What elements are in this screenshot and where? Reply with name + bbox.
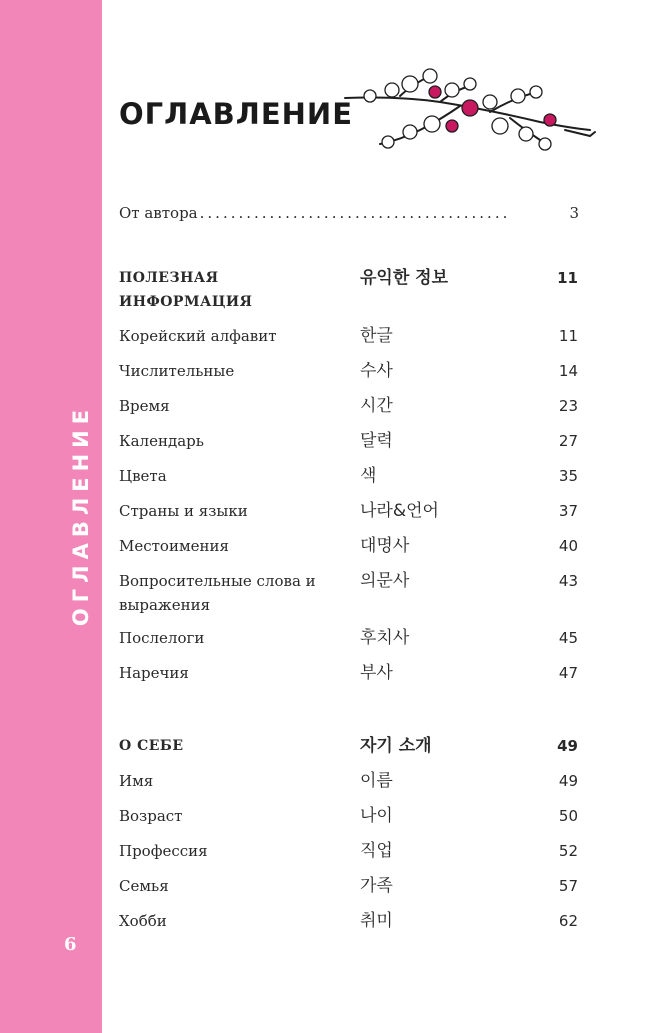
toc-entry-ru: Семья — [119, 877, 169, 895]
toc-entry-label: От автора — [119, 204, 198, 222]
toc-entry-ru: Имя — [119, 772, 154, 790]
toc-entry-ru: Вопросительные слова и выражения — [119, 572, 316, 614]
toc-entry-ru: Профессия — [119, 842, 208, 860]
toc-entry-ko: 의문사 — [360, 571, 410, 591]
toc-entry-page: 43 — [558, 572, 578, 590]
toc-entry-ru: Время — [119, 397, 170, 415]
section-title-ru: ПОЛЕЗНАЯ ИНФОРМАЦИЯ — [119, 270, 253, 310]
toc-entry-ko: 취미 — [360, 911, 393, 931]
toc-entry-ru: Страны и языки — [119, 502, 248, 520]
toc-entry-ko: 이름 — [360, 771, 393, 791]
toc-entry-ru: Возраст — [119, 807, 183, 825]
toc-entry-ru: Наречия — [119, 664, 189, 682]
toc-entry-ko: 수사 — [360, 361, 393, 381]
toc-entry-page: 37 — [558, 502, 578, 520]
toc-entry-ko: 후치사 — [360, 628, 410, 648]
toc-entry-page: 35 — [558, 467, 578, 485]
section-title-ru: О СЕБЕ — [119, 738, 184, 754]
toc-entry-ru: Послелоги — [119, 629, 205, 647]
toc-entry-ko: 부사 — [360, 663, 393, 683]
toc-entry-page: 45 — [558, 629, 578, 647]
toc-entry-ru: Числительные — [119, 362, 235, 380]
toc-entry-ko: 달력 — [360, 431, 393, 451]
toc-entry-author[interactable] — [119, 204, 579, 222]
toc-entry-page: 62 — [558, 912, 578, 930]
page-number: 6 — [64, 934, 77, 955]
toc-entry-ru: Календарь — [119, 432, 204, 450]
toc-entry-ko: 나라&언어 — [360, 501, 439, 521]
section-page: 11 — [557, 269, 578, 287]
toc-entry-page: 40 — [558, 537, 578, 555]
toc-entry-page: 49 — [558, 772, 578, 790]
toc-entry-ru: Корейский алфавит — [119, 327, 277, 345]
toc-entry-page: 47 — [558, 664, 578, 682]
section-title-ko: 자기 소개 — [360, 736, 432, 756]
toc-entry-ko: 대명사 — [360, 536, 410, 556]
toc-entry-page: 23 — [558, 397, 578, 415]
toc-entry-page: 52 — [558, 842, 578, 860]
toc-entry-ru: Хобби — [119, 912, 167, 930]
section-page: 49 — [557, 737, 578, 755]
toc-entry-ko: 가족 — [360, 876, 393, 896]
toc-entry-page: 14 — [558, 362, 578, 380]
toc-entry-ko: 직업 — [360, 841, 393, 861]
toc-entry-ru: Местоимения — [119, 537, 229, 555]
toc-entry-ko: 색 — [360, 466, 377, 486]
toc-entry-page: 57 — [558, 877, 578, 895]
section-title-ko: 유익한 정보 — [360, 268, 449, 288]
toc-entry-ko: 시간 — [360, 396, 393, 416]
toc-entry-ko: 나이 — [360, 806, 393, 826]
sidebar-title: ОГЛАВЛЕНИЕ — [69, 403, 93, 627]
page-title: ОГЛАВЛЕНИЕ — [119, 97, 354, 131]
toc-entry-page: 27 — [558, 432, 578, 450]
toc-entry-page: 11 — [558, 327, 578, 345]
toc-entry-page: 50 — [558, 807, 578, 825]
toc-entry-ru: Цвета — [119, 467, 167, 485]
toc-entry-ko: 한글 — [360, 326, 393, 346]
cherry-blossom-branch-icon — [340, 60, 600, 160]
toc-entry-page: 3 — [569, 204, 579, 222]
dot-leader: ........................................ — [199, 204, 511, 222]
sidebar — [0, 0, 102, 1033]
